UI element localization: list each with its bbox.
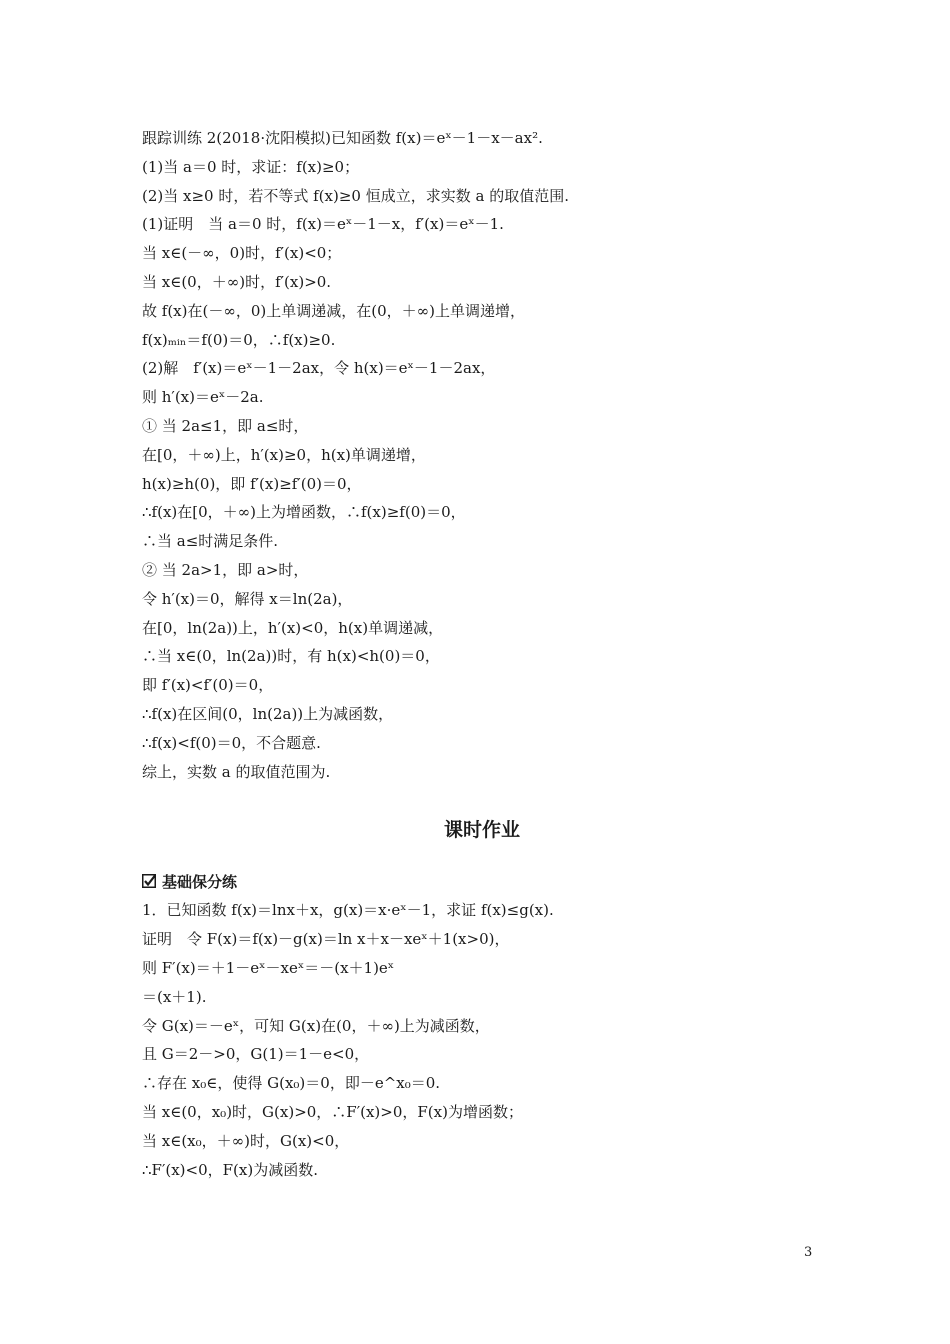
section-title: 课时作业 [443,819,520,842]
text-line: ∴f(x)在[0，＋∞)上为增函数，∴f(x)≥f(0)＝0， [142,503,466,522]
text-line: ∴当 a≤时满足条件. [142,532,279,551]
text-line: ② 当 2a>1，即 a>时， [142,560,309,579]
text-line: ∴存在 x₀∈，使得 G(x₀)＝0，即－e^x₀＝0. [142,1074,441,1093]
text-line: 且 G＝2－>0，G(1)＝1－e<0， [142,1045,370,1064]
subsection-title: 基础保分练 [162,872,238,891]
text-line: ① 当 2a≤1，即 a≤时， [142,416,309,435]
text-line: 当 x∈(－∞，0)时，f′(x)<0； [142,244,342,263]
text-line: (1)证明 当 a＝0 时，f(x)＝eˣ－1－x，f′(x)＝eˣ－1. [142,215,504,234]
text-line: 则 F′(x)＝＋1－eˣ－xeˣ＝－(x＋1)eˣ [142,958,395,977]
text-line: (2)解 f′(x)＝eˣ－1－2ax，令 h(x)＝eˣ－1－2ax， [142,359,496,378]
text-line: ∴F′(x)<0，F(x)为减函数. [142,1160,318,1179]
text-line: 在[0，ln(2a))上，h′(x)<0，h(x)单调递减， [142,618,444,637]
page-number: 3 [804,1245,813,1260]
text-line: 故 f(x)在(－∞，0)上单调递减，在(0，＋∞)上单调递增， [142,301,525,320]
text-line: f(x)ₘᵢₙ＝f(0)＝0，∴f(x)≥0. [142,330,336,349]
text-line: 则 h′(x)＝eˣ－2a. [142,388,264,407]
text-line: h(x)≥h(0)，即 f′(x)≥f′(0)＝0， [142,474,362,493]
text-line: 在[0，＋∞)上，h′(x)≥0，h(x)单调递增， [142,445,426,464]
text-line: (2)当 x≥0 时，若不等式 f(x)≥0 恒成立，求实数 a 的取值范围. [142,186,569,205]
text-line: 令 h′(x)＝0，解得 x＝ln(2a)， [142,589,353,608]
homework-problem [142,896,822,1184]
text-line: 当 x∈(x₀，＋∞)时，G(x)<0， [142,1131,350,1150]
text-line: 跟踪训练 2(2018·沈阳模拟)已知函数 f(x)＝eˣ－1－x－ax². [142,129,543,147]
exercise-solution [142,124,822,786]
text-line: ∴f(x)<f(0)＝0，不合题意. [142,733,321,752]
text-line: 1．已知函数 f(x)＝lnx＋x，g(x)＝x·eˣ－1，求证 f(x)≤g(x). [142,901,554,920]
document-body [142,124,822,1184]
text-line: ∴当 x∈(0，ln(2a))时，有 h(x)<h(0)＝0， [142,647,440,666]
checkbox-checked-icon [142,874,156,888]
text-line: 令 G(x)＝－eˣ，可知 G(x)在(0，＋∞)上为减函数， [142,1016,490,1035]
text-line: 证明 令 F(x)＝f(x)－g(x)＝ln x＋x－xeˣ＋1(x>0)， [142,930,510,949]
text-line: (1)当 a＝0 时，求证：f(x)≥0； [142,157,360,176]
text-line: 即 f′(x)<f′(0)＝0， [142,676,274,695]
text-line: ＝(x＋1). [142,987,207,1006]
text-line: 当 x∈(0，＋∞)时，f′(x)>0. [142,272,332,291]
text-line: ∴f(x)在区间(0，ln(2a))上为减函数， [142,704,394,723]
subsection-heading [142,866,822,896]
text-line: 当 x∈(0，x₀)时，G(x)>0，∴F′(x)>0，F(x)为增函数； [142,1102,523,1121]
text-line: 综上，实数 a 的取值范围为. [142,762,331,781]
